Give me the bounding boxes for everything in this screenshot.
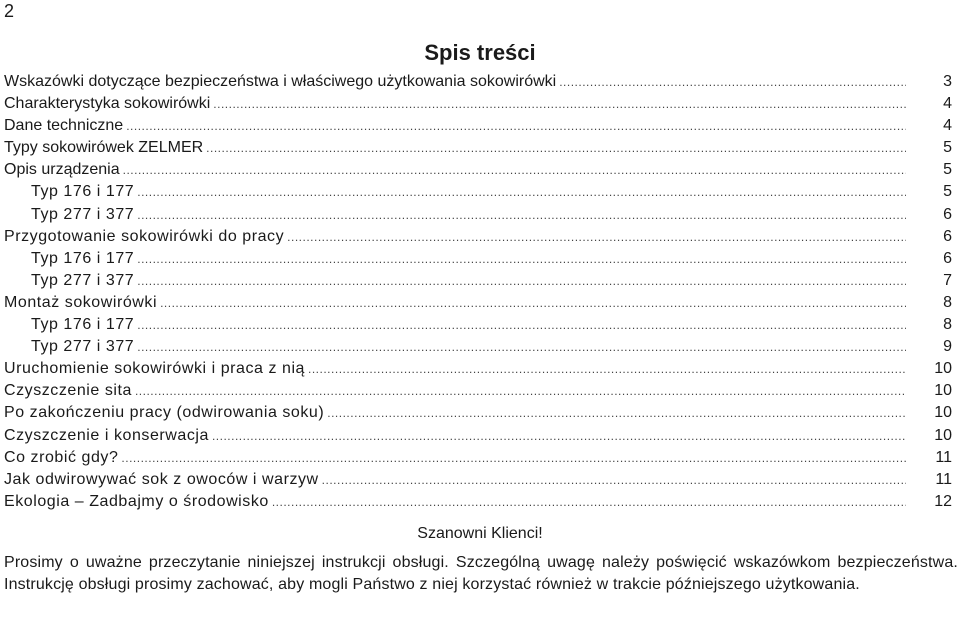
toc-entry-page: 4 [943,95,952,113]
toc-entry-label: Charakterystyka sokowirówki [4,95,211,113]
toc-entry-page: 4 [943,117,952,135]
toc-leader-dots [206,137,906,159]
toc-entry [4,447,952,469]
toc-entry-page: 10 [934,426,952,444]
page-number: 2 [4,1,15,21]
toc-leader-dots [287,226,906,248]
toc-entry-page: 10 [934,382,952,400]
toc-leader-dots [327,402,906,424]
toc-entry-page: 11 [935,448,952,466]
toc-leader-dots [322,469,906,491]
toc-subentry [4,336,952,358]
toc-entry-page: 10 [934,404,952,422]
toc-leader-dots [121,447,906,469]
toc-entry-label: Wskazówki dotyczące bezpieczeństwa i właściwego użytkowania sokowirówki [4,73,557,90]
toc-leader-dots [135,380,906,402]
toc-leader-dots [213,93,906,115]
toc-entry [4,491,952,513]
toc-entry [4,402,952,424]
toc-leader-dots [137,248,906,270]
toc-leader-dots [137,314,906,336]
toc-entry [4,71,952,93]
toc-entry [4,93,952,115]
toc-leader-dots [137,204,906,226]
toc-entry-label: Opis urządzenia [4,161,120,179]
toc-entry-label: Uruchomienie sokowirówki i praca z nią [4,360,306,378]
toc-entry [4,358,952,380]
toc-entry-page: 8 [943,316,952,334]
toc-leader-dots [137,181,906,203]
toc-entry [4,425,952,447]
toc-leader-dots [137,336,906,358]
toc-entry [4,226,952,248]
toc-entry-page: 5 [943,183,952,201]
table-of-contents [4,71,952,513]
toc-entry-label: Dane techniczne [4,117,124,135]
toc-entry-label: Typ 277 i 377 [31,271,135,289]
toc-leader-dots [559,71,906,93]
toc-entry-label: Montaż sokowirówki [4,293,158,311]
toc-entry-label: Czyszczenie i konserwacja [4,426,209,444]
toc-entry-page: 11 [935,470,952,488]
greeting: Szanowni Klienci! [417,525,543,542]
toc-entry-label: Przygotowanie sokowirówki do pracy [4,227,285,245]
toc-subentry [4,248,952,270]
toc-entry-page: 5 [943,139,952,157]
toc-entry-page: 7 [943,271,952,289]
toc-subentry [4,314,952,336]
toc-entry-label: Ekologia – Zadbajmy o środowisko [4,492,269,510]
toc-entry [4,159,952,181]
toc-entry-label: Po zakończeniu pracy (odwirowania soku) [4,404,325,422]
toc-entry-page: 9 [943,338,952,356]
toc-leader-dots [160,292,906,314]
toc-leader-dots [272,491,906,513]
toc-leader-dots [126,115,906,137]
toc-entry [4,469,952,491]
toc-entry [4,292,952,314]
toc-entry-label: Co zrobić gdy? [4,448,119,466]
toc-entry-page: 8 [943,293,952,311]
toc-leader-dots [308,358,906,380]
toc-subentry [4,181,952,203]
toc-entry-label: Czyszczenie sita [4,382,132,400]
toc-leader-dots [212,425,906,447]
toc-entry-label: Typ 176 i 177 [31,249,135,267]
toc-entry-label: Typy sokowirówek ZELMER [4,139,204,157]
toc-entry [4,137,952,159]
toc-entry-page: 6 [943,205,952,223]
toc-title: Spis treści [424,40,536,65]
toc-entry-label: Typ 176 i 177 [31,183,135,201]
toc-entry-page: 10 [934,360,952,378]
toc-entry-page: 12 [934,492,952,510]
toc-leader-dots [123,159,906,181]
toc-entry [4,115,952,137]
toc-entry-page: 3 [943,73,952,90]
toc-entry-label: Typ 277 i 377 [31,338,135,356]
toc-entry-label: Typ 176 i 177 [31,316,135,334]
toc-entry-page: 6 [943,227,952,245]
toc-entry [4,380,952,402]
toc-subentry [4,204,952,226]
toc-leader-dots [137,270,906,292]
toc-entry-page: 6 [943,249,952,267]
intro-paragraph: Prosimy o uważne przeczytanie niniejszej instrukcji obsługi. Szczególną uwagę należy poświęcić wskazówkom bezpieczeństwa. Instrukcję obsługi prosimy zachować, aby mogli Państwo z niej korzystać również w trakcie późniejszego użytkowania. [4,554,958,593]
toc-entry-label: Typ 277 i 377 [31,205,135,223]
toc-entry-page: 5 [943,161,952,179]
toc-subentry [4,270,952,292]
toc-entry-label: Jak odwirowywać sok z owoców i warzyw [4,470,319,488]
